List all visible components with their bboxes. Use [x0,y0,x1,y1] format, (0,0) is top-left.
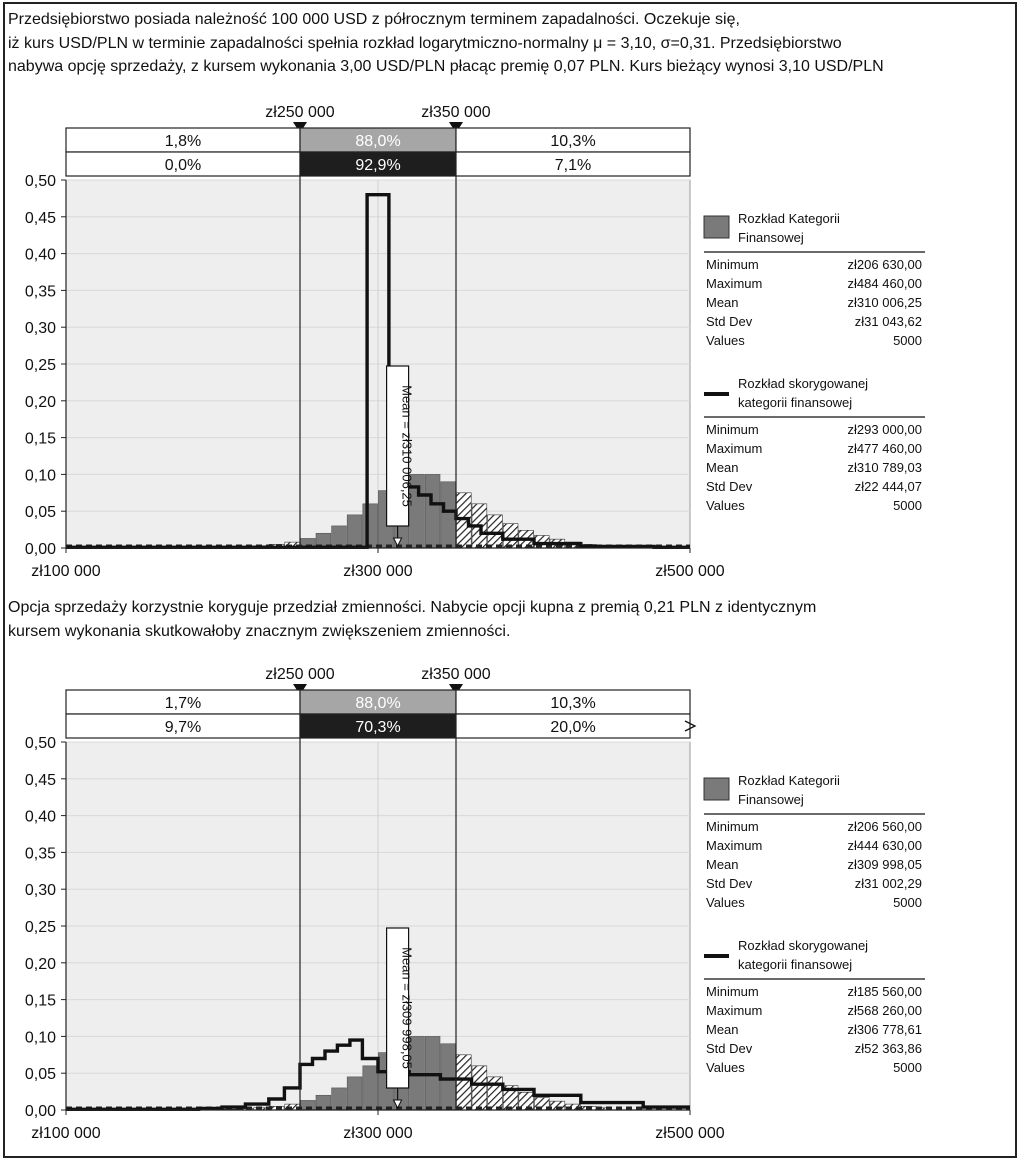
legend-series1-name-line1: Rozkład Kategorii [738,211,840,226]
band-bottom-left-value: 0,0% [164,157,202,174]
intro-line-3: nabywa opcję sprzedaży, z kursem wykonania 3,00 USD/PLN płacąc premię 0,07 PLN. Kurs bieżący wynosi 3,10 USD/PLN [8,58,884,75]
y-tick-label: 0,30 [24,320,56,338]
legend-series2-stat-label: Minimum [706,422,759,437]
legend-series2-stat-label: Minimum [706,984,759,999]
legend-series2-stat-value: 5000 [893,498,922,513]
histogram-bar [456,1055,471,1110]
legend-series1-name-line2: Finansowej [738,230,804,245]
histogram-bar [347,515,362,548]
histogram-bar [441,1044,456,1110]
legend-series2-stat-value: zł477 460,00 [847,441,922,456]
band-bottom-right-value: 7,1% [554,157,592,174]
legend-series2-swatch [704,392,729,396]
legend-series1-stat-value: 5000 [893,333,922,348]
legend-series1-swatch [704,216,729,238]
y-tick-label: 0,50 [24,173,56,190]
histogram-bar [363,1066,378,1110]
middle-line-1: Opcja sprzedaży korzystnie koryguje przedział zmienności. Nabycie opcji kupna z premią 0,21 PLN z identycznym [8,599,817,616]
legend-series2-stat-label: Maximum [706,441,763,456]
histogram-bar [488,515,503,548]
legend-series1-stat-value: zł31 002,29 [854,876,922,891]
band-bottom-right-value: 20,0% [550,719,596,736]
legend-series2-stat-value: zł52 363,86 [854,1041,922,1056]
y-tick-label: 0,05 [24,1066,56,1084]
legend-series2-stat-label: Mean [706,1022,739,1037]
band-top-mid-value: 88,0% [355,695,401,712]
band-bottom-mid-value: 70,3% [355,719,401,736]
x-tick-label: zł100 000 [31,1125,101,1142]
legend-series1-stat-label: Values [706,333,745,348]
y-tick-label: 0,00 [24,541,56,558]
legend-series1-stat-value: 5000 [893,895,922,910]
legend-series2-stat-label: Values [706,1060,745,1075]
legend-series1-stat-value: zł309 998,05 [847,857,922,872]
legend-series2-stat-value: 5000 [893,1060,922,1075]
histogram-bar [472,1066,487,1110]
mean-label: Mean = zł310 006,25 [399,385,415,507]
legend-series2-stat-value: zł185 560,00 [847,984,922,999]
legend-series2-stat-label: Mean [706,460,739,475]
marker-label-left: zł250 000 [265,666,335,683]
marker-label-right: zł350 000 [421,666,491,683]
legend-series2-stat-value: zł293 000,00 [847,422,922,437]
legend-series2-name-line1: Rozkład skorygowanej [738,938,869,953]
legend-series2-name-line1: Rozkład skorygowanej [738,376,869,391]
legend-series1-stat-value: zł444 630,00 [847,838,922,853]
band-top-left-value: 1,8% [164,133,202,150]
legend-series1-name-line1: Rozkład Kategorii [738,773,840,788]
y-tick-label: 0,40 [24,246,56,264]
y-tick-label: 0,20 [24,955,56,973]
y-tick-label: 0,30 [24,882,56,900]
legend-series1-stat-label: Maximum [706,276,763,291]
intro-line-1: Przedsiębiorstwo posiada należność 100 000 USD z półrocznym terminem zapadalności. Oczekuje się, [8,11,740,28]
y-tick-label: 0,10 [24,467,56,485]
band-top-right-value: 10,3% [550,133,596,150]
band-top-left-value: 1,7% [164,695,202,712]
legend-series2-stat-label: Std Dev [706,479,753,494]
intro-paragraph [8,8,884,79]
legend-series2-stat-value: zł568 260,00 [847,1003,922,1018]
x-tick-label: zł300 000 [343,1125,413,1142]
legend-series1-name-line2: Finansowej [738,792,804,807]
x-tick-label: zł500 000 [655,1125,725,1142]
band-top-right-value: 10,3% [550,695,596,712]
y-tick-label: 0,45 [24,771,56,789]
x-tick-label: zł300 000 [343,563,413,580]
y-tick-label: 0,25 [24,919,56,936]
legend-series1-stat-label: Minimum [706,819,759,834]
legend-series1-stat-value: zł206 630,00 [847,257,922,272]
legend-series1-stat-label: Maximum [706,838,763,853]
marker-label-left: zł250 000 [265,104,335,121]
chart-bottom [0,658,1020,1148]
legend-series1-stat-label: Minimum [706,257,759,272]
y-tick-label: 0,45 [24,209,56,227]
y-tick-label: 0,15 [24,992,56,1010]
legend-series1-swatch [704,778,729,800]
histogram-bar [347,1077,362,1110]
y-tick-label: 0,10 [24,1029,56,1047]
legend-series2-swatch [704,954,729,958]
y-tick-label: 0,50 [24,735,56,752]
y-tick-label: 0,35 [24,845,56,863]
middle-paragraph [8,596,816,643]
y-tick-label: 0,35 [24,283,56,301]
legend-series1-stat-value: zł31 043,62 [854,314,922,329]
legend-series1-stat-value: zł206 560,00 [847,819,922,834]
intro-line-2: iż kurs USD/PLN w terminie zapadalności spełnia rozkład logarytmiczno-normalny μ = 3,10, σ=0,31. Przedsiębiorstwo [8,34,842,52]
legend-series1-stat-label: Std Dev [706,314,753,329]
histogram-bar [363,504,378,548]
legend-series2-stat-value: zł22 444,07 [854,479,922,494]
legend-series2-stat-value: zł306 778,61 [847,1022,922,1037]
legend-series2-stat-label: Std Dev [706,1041,753,1056]
legend-series1-stat-label: Values [706,895,745,910]
x-tick-label: zł100 000 [31,563,101,580]
histogram-bar [488,1077,503,1110]
legend-series1-stat-value: zł484 460,00 [847,276,922,291]
legend-series2-name-line2: kategorii finansowej [738,957,853,972]
band-bottom-mid-value: 92,9% [355,157,401,174]
x-tick-label: zł500 000 [655,563,725,580]
band-top-mid-value: 88,0% [355,133,401,150]
chart-top [0,96,1020,586]
y-tick-label: 0,00 [24,1103,56,1120]
legend-series1-stat-label: Mean [706,295,739,310]
y-tick-label: 0,25 [24,357,56,374]
legend-series2-stat-label: Values [706,498,745,513]
y-tick-label: 0,15 [24,430,56,448]
legend-series1-stat-label: Std Dev [706,876,753,891]
y-tick-label: 0,05 [24,504,56,522]
histogram-bar [503,524,518,548]
legend-series2-stat-label: Maximum [706,1003,763,1018]
legend-series1-stat-value: zł310 006,25 [847,295,922,310]
band-bottom-left-value: 9,7% [164,719,202,736]
legend-series1-stat-label: Mean [706,857,739,872]
histogram-bar [441,482,456,548]
mean-label: Mean = zł309 998,05 [399,947,415,1069]
middle-line-2: kursem wykonania skutkowałoby znacznym zwiększeniem zmienności. [8,622,511,640]
legend-series2-name-line2: kategorii finansowej [738,395,853,410]
y-tick-label: 0,40 [24,808,56,826]
histogram-bar [425,474,440,548]
legend-series2-stat-value: zł310 789,03 [847,460,922,475]
marker-label-right: zł350 000 [421,104,491,121]
y-tick-label: 0,20 [24,393,56,411]
